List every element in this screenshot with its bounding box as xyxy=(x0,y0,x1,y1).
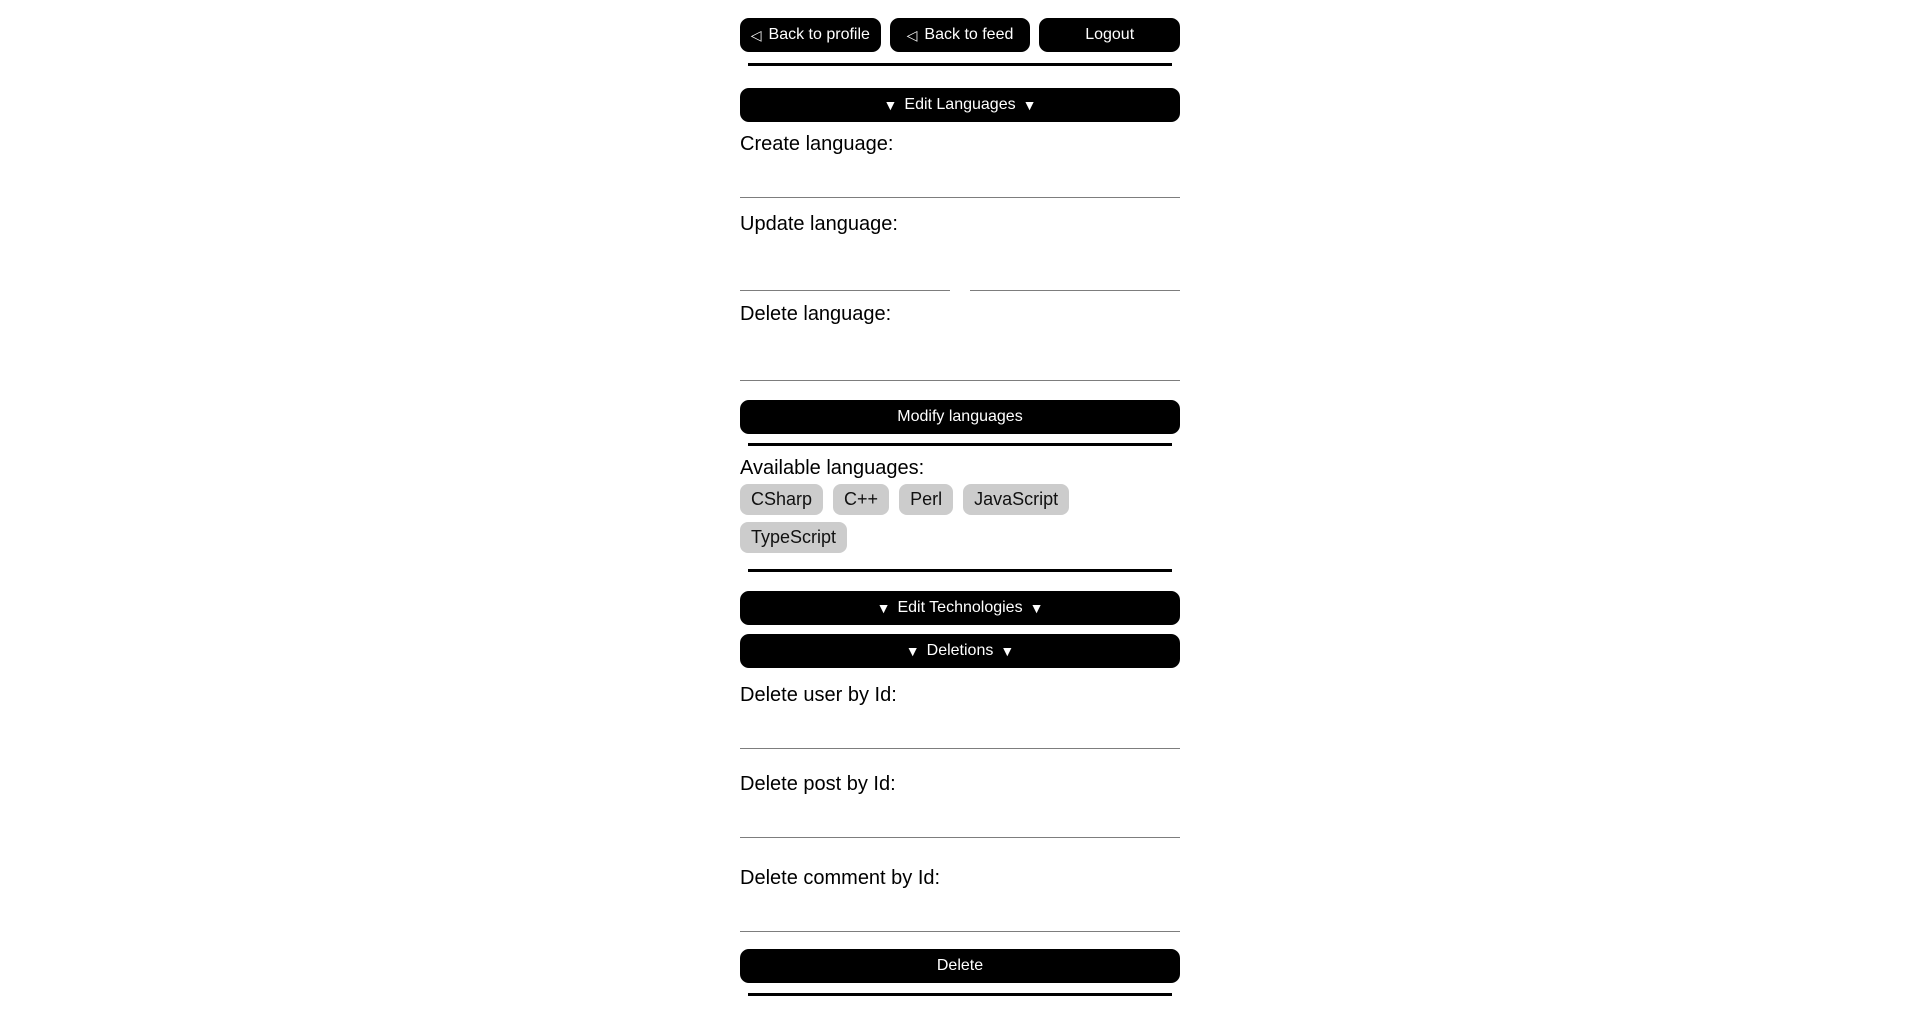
delete-post-label: Delete post by Id: xyxy=(740,773,896,795)
back-to-profile-label: Back to profile xyxy=(768,26,870,43)
edit-languages-toggle-label: Edit Languages xyxy=(904,96,1016,113)
admin-panel xyxy=(740,0,1180,1012)
triangle-down-icon: ▼ xyxy=(905,643,920,659)
deletions-toggle[interactable] xyxy=(740,634,1180,668)
triangle-down-icon: ▼ xyxy=(1022,97,1037,113)
section-divider xyxy=(748,993,1172,996)
section-divider xyxy=(748,63,1172,66)
modify-languages-button[interactable] xyxy=(740,400,1180,434)
edit-languages-toggle[interactable] xyxy=(740,88,1180,122)
update-language-label: Update language: xyxy=(740,213,898,235)
delete-button-label: Delete xyxy=(936,957,984,974)
available-languages-label: Available languages: xyxy=(740,457,925,479)
back-to-profile-button[interactable] xyxy=(740,18,881,52)
language-chip-cpp: C++ xyxy=(833,484,889,515)
section-divider xyxy=(748,443,1172,446)
top-navigation xyxy=(740,18,1180,52)
delete-comment-label: Delete comment by Id: xyxy=(740,867,941,889)
triangle-down-icon: ▼ xyxy=(883,97,898,113)
delete-language-input[interactable] xyxy=(740,339,1180,381)
delete-user-id-input[interactable] xyxy=(740,707,1180,749)
triangle-down-icon: ▼ xyxy=(876,600,891,616)
triangle-down-icon: ▼ xyxy=(1000,643,1015,659)
available-languages-list xyxy=(740,484,1180,553)
language-chip-typescript: TypeScript xyxy=(740,522,847,553)
section-divider xyxy=(748,569,1172,572)
update-language-inputs xyxy=(740,249,1180,291)
logout-label: Logout xyxy=(1085,26,1135,43)
update-language-new-input[interactable] xyxy=(970,249,1180,291)
delete-comment-id-input[interactable] xyxy=(740,890,1180,932)
update-language-old-input[interactable] xyxy=(740,249,950,291)
create-language-label: Create language: xyxy=(740,133,894,155)
language-chip-csharp: CSharp xyxy=(740,484,823,515)
language-chip-perl: Perl xyxy=(899,484,953,515)
back-to-feed-label: Back to feed xyxy=(924,26,1014,43)
triangle-left-icon: ◁ xyxy=(906,27,918,43)
modify-languages-label: Modify languages xyxy=(897,408,1023,425)
edit-technologies-toggle[interactable] xyxy=(740,591,1180,625)
delete-language-label: Delete language: xyxy=(740,303,892,325)
logout-button[interactable] xyxy=(1039,18,1180,52)
edit-technologies-toggle-label: Edit Technologies xyxy=(897,599,1023,616)
triangle-down-icon: ▼ xyxy=(1029,600,1044,616)
delete-user-label: Delete user by Id: xyxy=(740,684,897,706)
back-to-feed-button[interactable] xyxy=(890,18,1031,52)
create-language-input[interactable] xyxy=(740,156,1180,198)
delete-post-id-input[interactable] xyxy=(740,796,1180,838)
delete-button[interactable] xyxy=(740,949,1180,983)
triangle-left-icon: ◁ xyxy=(750,27,762,43)
language-chip-javascript: JavaScript xyxy=(963,484,1069,515)
deletions-toggle-label: Deletions xyxy=(926,642,994,659)
